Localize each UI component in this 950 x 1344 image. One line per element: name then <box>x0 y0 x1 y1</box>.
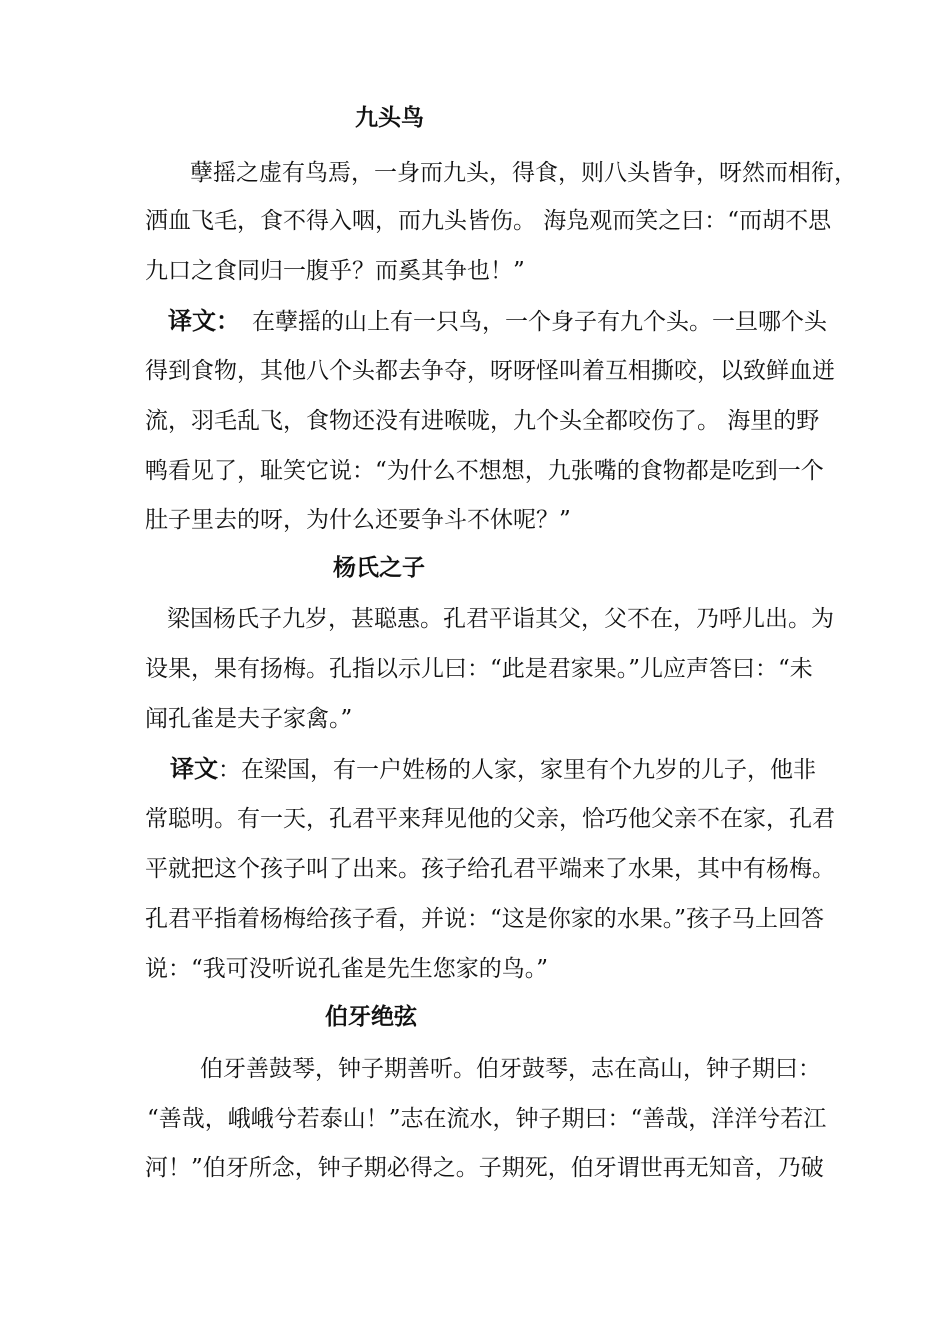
original-line: “善哉，峨峨兮若泰山！”志在流水，钟子期曰：“善哉，洋洋兮若江 <box>147 1106 827 1132</box>
translation-line: 得到食物，其他八个头都去争夺，呀呀怪叫着互相撕咬，以致鲜血迸 <box>145 358 835 384</box>
translation-first-line <box>168 306 827 337</box>
translation-line: 肚子里去的呀，为什么还要争斗不休呢？” <box>145 507 571 533</box>
original-line: 河！”伯牙所念，钟子期必得之。子期死，伯牙谓世再无知音，乃破 <box>145 1155 824 1181</box>
translation-label: 译文 <box>170 755 218 783</box>
translation-line: 鸭看见了，耻笑它说：“为什么不想想，九张嘴的食物都是吃到一个 <box>145 458 824 484</box>
original-line: 九口之食同归一腹乎？而奚其争也！” <box>145 258 525 284</box>
translation-text: ：在梁国，有一户姓杨的人家，家里有个九岁的儿子，他非 <box>218 757 816 783</box>
original-line: 梁国杨氏子九岁，甚聪惠。孔君平诣其父，父不在，乃呼儿出。为 <box>167 606 834 632</box>
original-line: 孽摇之虚有鸟焉，一身而九头，得食，则八头皆争，呀然而相衔， <box>190 160 857 186</box>
translation-line: 平就把这个孩子叫了出来。孩子给孔君平端来了水果，其中有杨梅。 <box>145 856 835 882</box>
translation-text: 在孽摇的山上有一只鸟，一个身子有九个头。一旦哪个头 <box>252 309 827 335</box>
original-line: 设果，果有扬梅。孔指以示儿曰：“此是君家果。”儿应声答曰：“未 <box>145 656 813 682</box>
translation-line: 孔君平指着杨梅给孩子看，并说：“这是你家的水果。”孩子马上回答 <box>145 906 825 932</box>
translation-label: 译文： <box>168 307 240 335</box>
translation-line: 流，羽毛乱飞，食物还没有进喉咙，九个头全都咬伤了。 海里的野 <box>145 408 820 434</box>
original-line: 闻孔雀是夫子家禽。” <box>145 706 353 732</box>
original-line: 伯牙善鼓琴，钟子期善听。伯牙鼓琴，志在高山，钟子期曰： <box>200 1056 821 1082</box>
section-title-boyajuexian: 伯牙绝弦 <box>325 1004 417 1030</box>
translation-line: 常聪明。有一天，孔君平来拜见他的父亲，恰巧他父亲不在家，孔君 <box>145 806 835 832</box>
section-title-yangshizhizi: 杨氏之子 <box>333 555 425 581</box>
translation-first-line <box>170 754 816 785</box>
section-title-jiutouniao: 九头鸟 <box>355 105 424 131</box>
original-line: 洒血飞毛，食不得入咽，而九头皆伤。 海凫观而笑之曰：“而胡不思 <box>145 208 832 234</box>
translation-line: 说：“我可没听说孔雀是先生您家的鸟。” <box>145 956 549 982</box>
